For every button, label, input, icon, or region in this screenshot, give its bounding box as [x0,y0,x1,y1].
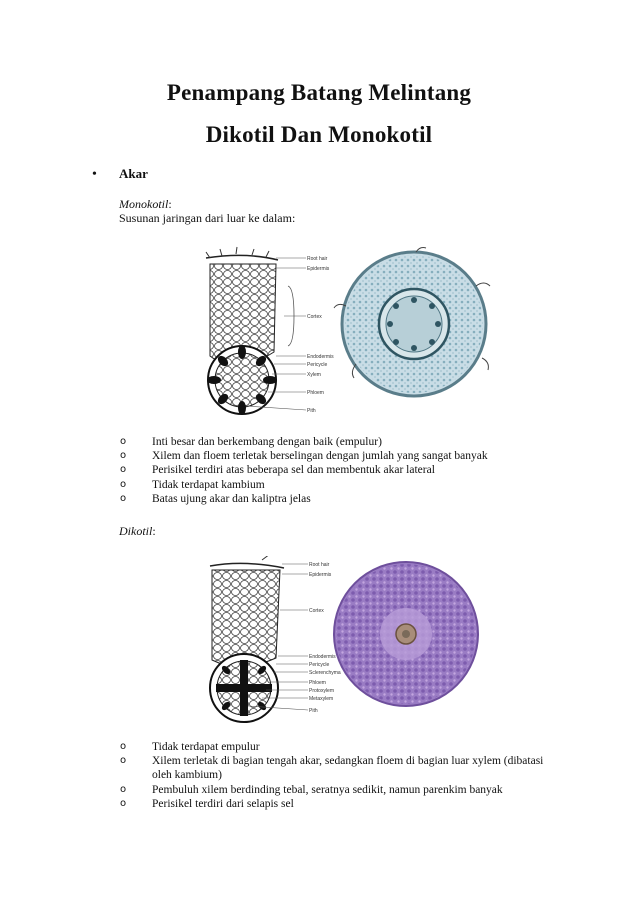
monokotil-figure [196,246,496,416]
list-item: o Perisikel terdiri dari selapis sel [120,797,294,810]
section-bullet: • [92,167,97,182]
diagram-label: Phloem [309,680,326,686]
dikotil-list [118,740,548,811]
list-item: o Tidak terdapat kambium [120,478,265,491]
diagram-label: Epidermis [307,266,330,272]
monokotil-list [118,435,548,506]
monokotil-label: Monokotil: [119,197,172,211]
diagram-label: Phloem [307,390,324,396]
page-title: Penampang Batang Melintang [166,80,472,105]
page-subtitle: Dikotil Dan Monokotil [205,122,433,147]
diagram-label: Endodermis [309,654,336,660]
diagram-label: Epidermis [309,572,332,578]
diagram-label: Sclerenchyma [309,670,341,676]
dikotil-label: Dikotil: [119,524,156,538]
list-item: o Xilem terletak di bagian tengah akar, sedangkan floem di bagian luar xylem (dibatasi oleh kambium) [120,755,544,782]
dikotil-line-diagram [210,556,308,722]
dikotil-figure [204,556,504,724]
diagram-label: Pith [309,708,318,714]
diagram-label: Xylem [307,372,321,378]
monokotil-intro: Susunan jaringan dari luar ke dalam: [119,211,296,225]
dikotil-micrograph [334,562,478,706]
diagram-label: Root hair [307,256,328,262]
diagram-label: Pericycle [309,662,330,668]
diagram-label: Cortex [307,314,322,320]
diagram-label: Pericycle [307,362,328,368]
diagram-label: Protoxylem [309,688,335,694]
diagram-label: Root hair [309,562,330,568]
monokotil-line-diagram [206,247,306,415]
list-item: o Perisikel terdiri atas beberapa sel dan membentuk akar lateral [120,464,435,477]
diagram-label: Metaxylem [309,696,334,702]
list-item: o Inti besar dan berkembang dengan baik (empulur) [120,436,382,448]
section-heading: Akar [119,166,148,181]
diagram-label: Cortex [309,608,324,614]
list-item: o Tidak terdapat empulur [120,741,260,753]
list-item: o Batas ujung akar dan kaliptra jelas [120,492,311,505]
monokotil-micrograph [334,248,490,397]
list-item: o Pembuluh xilem berdinding tebal, seratnya sedikit, namun parenkim banyak [120,783,503,796]
diagram-label: Endodermis [307,354,334,360]
diagram-label: Pith [307,408,316,414]
list-item: o Xilem dan floem terletak berselingan dengan jumlah yang sangat banyak [120,450,488,463]
